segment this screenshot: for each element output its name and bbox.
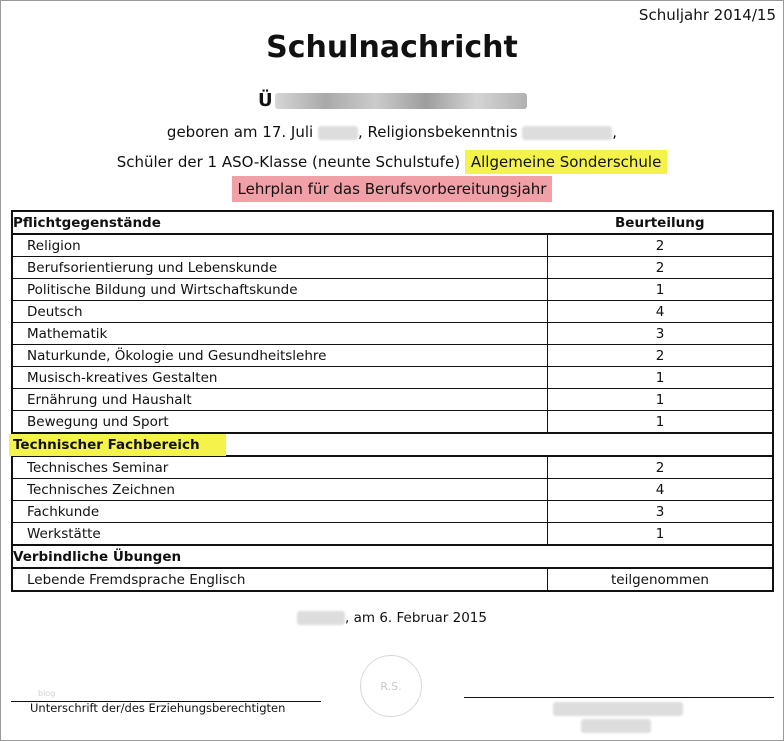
religion-suffix: , <box>612 123 618 141</box>
date-text: , am 6. Februar 2015 <box>345 610 487 626</box>
table-row <box>12 411 773 434</box>
grade-cell: 1 <box>548 523 774 546</box>
grade-cell: 2 <box>548 345 774 367</box>
table-row <box>12 501 773 523</box>
table-header <box>12 211 773 234</box>
table-row <box>12 568 773 591</box>
watermark: blog <box>38 689 56 698</box>
document-title: Schulnachricht <box>266 30 518 65</box>
grade-cell: 1 <box>548 279 774 301</box>
religion-label: , Religionsbekenntnis <box>357 123 518 141</box>
redacted-religion <box>522 126 612 140</box>
subject-cell: Deutsch <box>12 301 548 323</box>
school-year: Schuljahr 2014/15 <box>638 6 776 24</box>
curriculum-line <box>0 180 784 198</box>
place-date-line <box>0 610 784 626</box>
table-row <box>12 234 773 257</box>
subject-cell: Ernährung und Haushalt <box>12 389 548 411</box>
subject-cell: Technisches Seminar <box>12 456 548 479</box>
signature-label-parent: Unterschrift der/des Erziehungsberechtigten <box>30 701 286 715</box>
school-seal: R.S. <box>360 655 422 717</box>
subject-cell: Fachkunde <box>12 501 548 523</box>
name-initial: Ü <box>258 90 273 111</box>
class-line <box>0 153 784 171</box>
grades-table <box>11 210 774 592</box>
table-row <box>12 456 773 479</box>
subject-cell: Politische Bildung und Wirtschaftskunde <box>12 279 548 301</box>
table-row <box>12 323 773 345</box>
subject-cell: Bewegung und Sport <box>12 411 548 434</box>
redacted-birth-year <box>318 126 358 140</box>
table-row <box>12 257 773 279</box>
subject-cell: Berufsorientierung und Lebenskunde <box>12 257 548 279</box>
subject-cell: Religion <box>12 234 548 257</box>
grade-cell: 3 <box>548 501 774 523</box>
class-text: Schüler der 1 ASO-Klasse (neunte Schulstufe) <box>116 153 461 171</box>
table-row <box>12 523 773 546</box>
table-row <box>12 301 773 323</box>
subject-cell: Musisch-kreatives Gestalten <box>12 367 548 389</box>
grade-cell: 2 <box>548 257 774 279</box>
table-row <box>12 479 773 501</box>
grade-cell: 2 <box>548 456 774 479</box>
table-row <box>12 389 773 411</box>
signature-teacher <box>553 702 683 733</box>
redacted-name <box>275 93 527 109</box>
section-technical <box>12 433 773 456</box>
grade-cell: 1 <box>548 389 774 411</box>
technical-section-label: Technischer Fachbereich <box>9 434 226 456</box>
grade-cell: 4 <box>548 479 774 501</box>
subject-cell: Technisches Zeichnen <box>12 479 548 501</box>
curriculum: Lehrplan für das Berufsvorbereitungsjahr <box>232 176 553 202</box>
table-row <box>12 367 773 389</box>
section-title <box>12 433 773 456</box>
birth-line <box>0 123 784 141</box>
student-name <box>258 90 527 111</box>
grade-cell: 3 <box>548 323 774 345</box>
header-subject: Pflichtgegenstände <box>12 211 548 234</box>
grade-cell: 2 <box>548 234 774 257</box>
header-grade: Beurteilung <box>548 211 774 234</box>
subject-cell: Werkstätte <box>12 523 548 546</box>
birth-prefix: geboren am 17. Juli <box>166 123 314 141</box>
section-title: Verbindliche Übungen <box>12 545 773 568</box>
redacted-place <box>297 611 345 625</box>
grade-cell: 4 <box>548 301 774 323</box>
table-row <box>12 279 773 301</box>
grade-cell: teilgenommen <box>548 568 774 591</box>
redacted-teacher-title <box>581 719 651 733</box>
table-row <box>12 345 773 367</box>
signature-line-teacher <box>464 697 774 698</box>
grade-cell: 1 <box>548 367 774 389</box>
grade-cell: 1 <box>548 411 774 434</box>
redacted-teacher-name <box>553 702 683 716</box>
subject-cell: Mathematik <box>12 323 548 345</box>
school-type: Allgemeine Sonderschule <box>465 150 667 174</box>
subject-cell: Naturkunde, Ökologie und Gesundheitslehre <box>12 345 548 367</box>
section-exercises <box>12 545 773 568</box>
subject-cell: Lebende Fremdsprache Englisch <box>12 568 548 591</box>
